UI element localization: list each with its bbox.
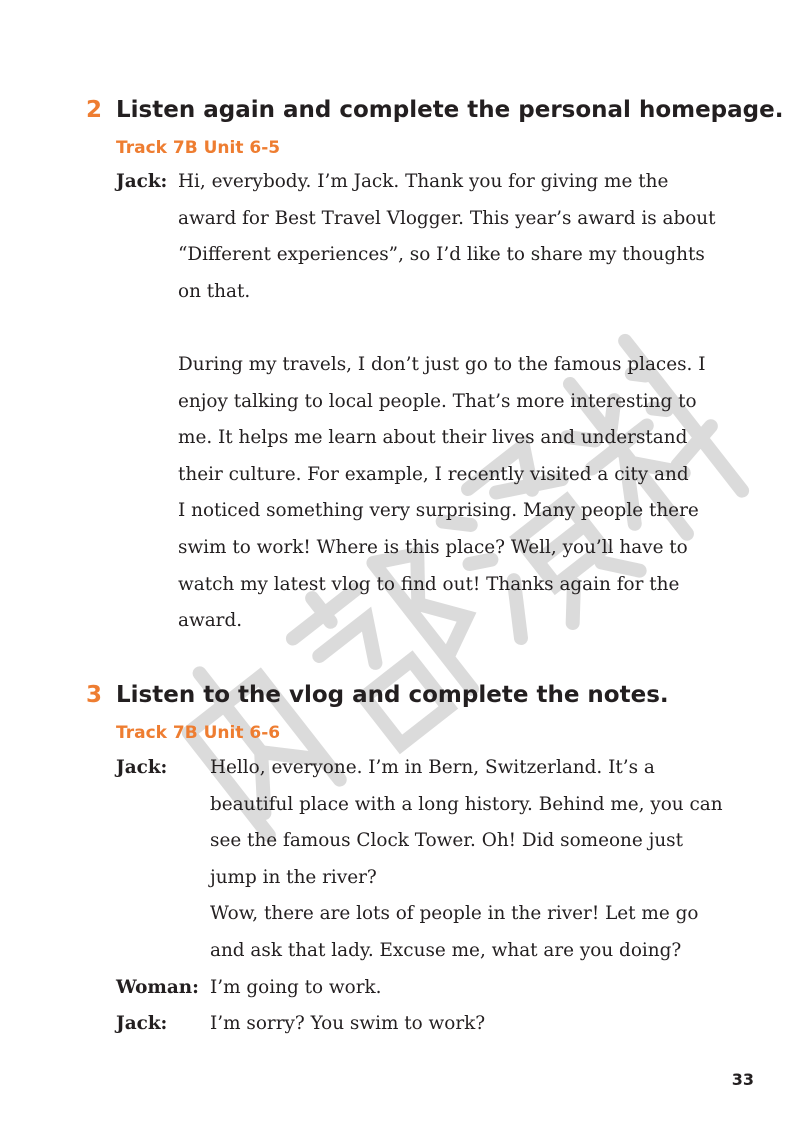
transcript-line: me. It helps me learn about their lives and understand [178, 427, 688, 449]
transcript-line: on that. [178, 280, 251, 302]
transcript [116, 750, 723, 1043]
transcript-line: their culture. For example, I recently visited a city and [178, 463, 689, 485]
exercise-title: Listen again and complete the personal homepage. [116, 97, 784, 123]
transcript-line: watch my latest vlog to find out! Thanks again for the [178, 573, 680, 595]
transcript-line: award for Best Travel Vlogger. This year’s award is about [178, 207, 716, 229]
speaker-name: Jack: [116, 757, 168, 778]
transcript-line: Hi, everybody. I’m Jack. Thank you for giving me the [178, 171, 669, 192]
transcript-line: beautiful place with a long history. Behind me, you can [210, 793, 723, 815]
exercise-3-heading [86, 680, 669, 710]
exercise-number: 3 [86, 682, 103, 708]
transcript-line: award. [178, 610, 243, 632]
transcript-line: and ask that lady. Excuse me, what are you doing? [210, 939, 682, 961]
transcript-line: jump in the river? [210, 866, 377, 888]
exercise-title: Listen to the vlog and complete the notes. [116, 682, 669, 708]
speaker-name: Jack: [116, 171, 168, 192]
transcript-line: Hello, everyone. I’m in Bern, Switzerland. It’s a [210, 757, 655, 778]
speaker-name: Jack: [116, 1013, 168, 1035]
transcript-line: see the famous Clock Tower. Oh! Did someone just [210, 830, 683, 852]
dialogue-text [178, 164, 716, 640]
dialogue-text [210, 970, 382, 1007]
dialogue-text [210, 1006, 485, 1043]
dialogue-turn [116, 970, 723, 1007]
dialogue-turn [116, 750, 723, 970]
transcript [116, 164, 716, 640]
dialogue-text [210, 750, 723, 970]
transcript-line: Wow, there are lots of people in the river! Let me go [210, 903, 699, 925]
transcript-line: I noticed something very surprising. Many people there [178, 500, 699, 522]
transcript-line: I’m going to work. [210, 976, 382, 998]
transcript-line: During my travels, I don’t just go to the famous places. I [178, 353, 706, 375]
track-label: Track 7B Unit 6-6 [116, 723, 281, 743]
transcript-line: swim to work! Where is this place? Well, you’ll have to [178, 536, 688, 558]
dialogue-turn [116, 164, 716, 640]
transcript-line: “Different experiences”, so I’d like to share my thoughts [178, 244, 705, 266]
dialogue-turn [116, 1006, 723, 1043]
paragraph-break [178, 310, 716, 347]
exercise-2-heading [86, 95, 783, 125]
track-label: Track 7B Unit 6-5 [116, 138, 281, 158]
transcript-line: I’m sorry? You swim to work? [210, 1013, 486, 1035]
page-number: 33 [731, 1070, 754, 1089]
speaker-name: Woman: [116, 976, 199, 998]
exercise-number: 2 [86, 97, 103, 123]
transcript-line: enjoy talking to local people. That’s more interesting to [178, 390, 697, 412]
